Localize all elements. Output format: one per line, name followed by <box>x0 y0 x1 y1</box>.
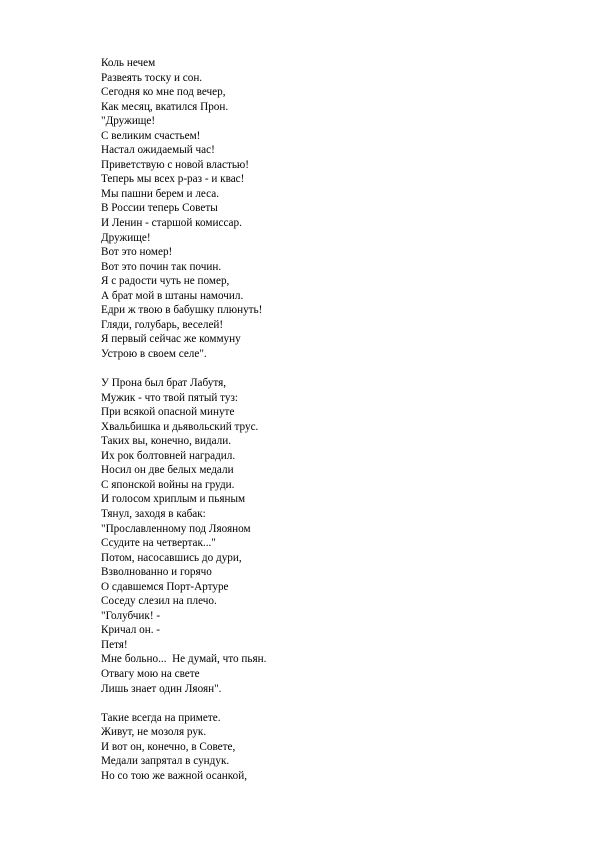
poem-line: Я с радости чуть не помер, <box>101 275 230 288</box>
poem-line: "Прославленному под Ляояном <box>101 522 251 535</box>
poem-line: Сегодня ко мне под вечер, <box>101 86 226 99</box>
poem-line: Живут, не мозоля рук. <box>101 726 207 739</box>
poem-line: Развеять тоску и сон. <box>101 71 203 84</box>
poem-line: Дружище! <box>101 231 151 244</box>
poem-line: О сдавшемся Порт-Артуре <box>101 580 229 593</box>
poem-line: Мужик - что твой пятый туз: <box>101 391 239 404</box>
poem-line: Ссудите на четвертак..." <box>101 537 216 550</box>
poem-line: С великим счастьем! <box>101 129 201 142</box>
poem-line: Носил он две белых медали <box>101 464 234 477</box>
poem-line: Лишь знает один Ляоян". <box>101 682 222 695</box>
poem-line: Теперь мы всех р-раз - и квас! <box>101 173 245 186</box>
poem-stanza <box>101 56 521 361</box>
poem-line: Отвагу мою на свете <box>101 667 200 680</box>
poem-line: Гляди, голубарь, веселей! <box>101 318 224 331</box>
poem-line: А брат мой в штаны намочил. <box>101 289 244 302</box>
poem-line: Соседу слезил на плечо. <box>101 595 217 608</box>
poem-line: Коль нечем <box>101 57 156 69</box>
poem-line: Но со тою же важной осанкой, <box>101 769 248 782</box>
poem-line: Мне больно... Не думай, что пьян. <box>101 653 267 666</box>
poem-line: В России теперь Советы <box>101 202 218 215</box>
poem-line: И голосом хриплым и пьяным <box>101 493 246 506</box>
poem-line: Взволнованно и горячо <box>101 566 212 579</box>
poem-line: Устрою в своем селе". <box>101 347 207 360</box>
poem-line: Их рок болтовней наградил. <box>101 449 236 462</box>
poem-text <box>101 56 521 783</box>
poem-line: У Прона был брат Лабутя, <box>101 377 227 390</box>
poem-line: Вот это почин так почин. <box>101 260 222 273</box>
poem-line: Настал ожидаемый час! <box>101 144 215 157</box>
poem-line: "Голубчик! - <box>101 609 161 622</box>
poem-line: При всякой опасной минуте <box>101 406 235 419</box>
poem-line: "Дружище! <box>101 115 156 128</box>
poem-line: Как месяц, вкатился Прон. <box>101 100 229 113</box>
poem-line: Приветствую с новой властью! <box>101 158 250 171</box>
poem-line: Петя! <box>101 638 128 651</box>
poem-line: И Ленин - старшой комиссар. <box>101 217 242 230</box>
poem-line: Я первый сейчас же коммуну <box>101 333 241 346</box>
poem-line: Потом, насосавшись до дури, <box>101 551 242 564</box>
poem-line: Тянул, заходя в кабак: <box>101 507 206 520</box>
poem-line: Такие всегда на примете. <box>101 711 221 724</box>
poem-line: Хвальбишка и дьявольский трус. <box>101 420 259 433</box>
poem-line: Едри ж твою в бабушку плюнуть! <box>101 304 263 317</box>
poem-line: И вот он, конечно, в Совете, <box>101 740 236 753</box>
poem-line: Вот это номер! <box>101 246 173 259</box>
poem-line: Мы пашни берем и леса. <box>101 187 220 200</box>
poem-line: С японской войны на груди. <box>101 478 235 491</box>
poem-stanza <box>101 376 521 696</box>
poem-line: Кричал он. - <box>101 624 161 637</box>
poem-line: Медали запрятал в сундук. <box>101 755 230 768</box>
poem-stanza <box>101 711 521 784</box>
poem-line: Таких вы, конечно, видали. <box>101 435 232 448</box>
